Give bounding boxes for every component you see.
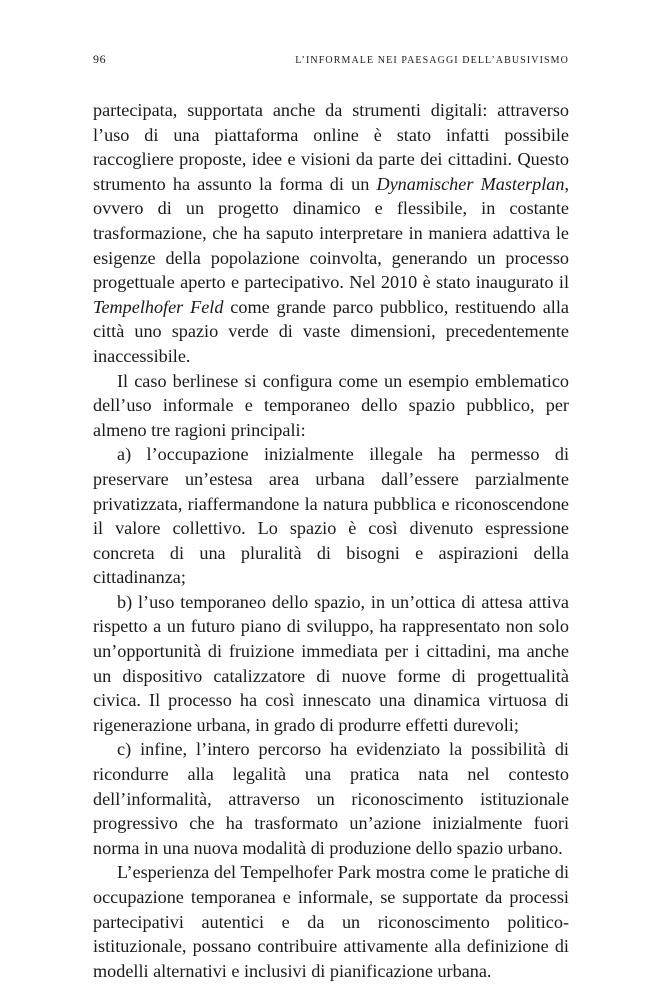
paragraph-6 xyxy=(93,860,569,983)
text-run: partecipata, supportata anche da strumenti digitali: attraverso l’uso di una piattaforma online è stato infatti possibile raccogliere proposte, idee e visioni da parte dei cittadini. Questo strumento ha assunto la forma di un xyxy=(93,100,569,194)
paragraph-1 xyxy=(93,98,569,369)
text-run: come grande parco pubblico, restituendo alla città uno spazio verde di vaste dimensioni, precedentemente inaccessibile. xyxy=(93,296,569,366)
running-title: L’INFORMALE NEI PAESAGGI DELL’ABUSIVISMO xyxy=(295,55,569,66)
body-text xyxy=(93,98,569,983)
page-number: 96 xyxy=(93,52,107,66)
running-head xyxy=(93,52,569,67)
italic-term: Tempelhofer Feld xyxy=(93,296,224,317)
text-run: L’esperienza del Tempelhofer Park mostra come le pratiche di occupazione temporanea e informale, se supportate da processi partecipativi autentici e da un riconoscimento politico-istituzionale, possano contribuire attivamente alla definizione di modelli alternativi e inclusivi di pianificazione urbana. xyxy=(93,862,569,981)
text-run: , ovvero di un progetto dinamico e flessibile, in costante trasformazione, che ha saputo interpretare in maniera adattiva le esigenze della popolazione coinvolta, generando un processo progettuale aperto e partecipativo. Nel 2010 è stato inaugurato il xyxy=(93,173,569,293)
text-run: a) l’occupazione inizialmente illegale ha permesso di preservare un’estesa area urbana dall’essere parzialmente privatizzata, riaffermandone la natura pubblica e riconoscendone il valore collettivo. Lo spazio è così divenuto espressione concreta di una pluralità di bisogni e aspirazioni della cittadinanza; xyxy=(93,444,569,588)
paragraph-4 xyxy=(93,590,569,738)
italic-term: Dynamischer Masterplan xyxy=(376,173,565,194)
paragraph-2 xyxy=(93,369,569,443)
text-run: Il caso berlinese si configura come un esempio emblematico dell’uso informale e temporaneo dello spazio pubblico, per almeno tre ragioni principali: xyxy=(93,370,569,440)
paragraph-3 xyxy=(93,442,569,590)
text-run: c) infine, l’intero percorso ha evidenziato la possibilità di ricondurre alla legalità una pratica nata nel contesto dell’informalità, attraverso un riconoscimento istituzionale progressivo che ha trasformato un’azione inizialmente fuori norma in una nuova modalità di produzione dello spazio urbano. xyxy=(93,739,569,858)
paragraph-5 xyxy=(93,737,569,860)
text-run: b) l’uso temporaneo dello spazio, in un’ottica di attesa attiva rispetto a un futuro piano di sviluppo, ha rappresentato non solo un’opportunità di fruizione immediata per i cittadini, ma anche un dispositivo catalizzatore di nuove forme di progettualità civica. Il processo ha così innescato una dinamica virtuosa di rigenerazione urbana, in grado di produrre effetti durevoli; xyxy=(93,591,569,735)
